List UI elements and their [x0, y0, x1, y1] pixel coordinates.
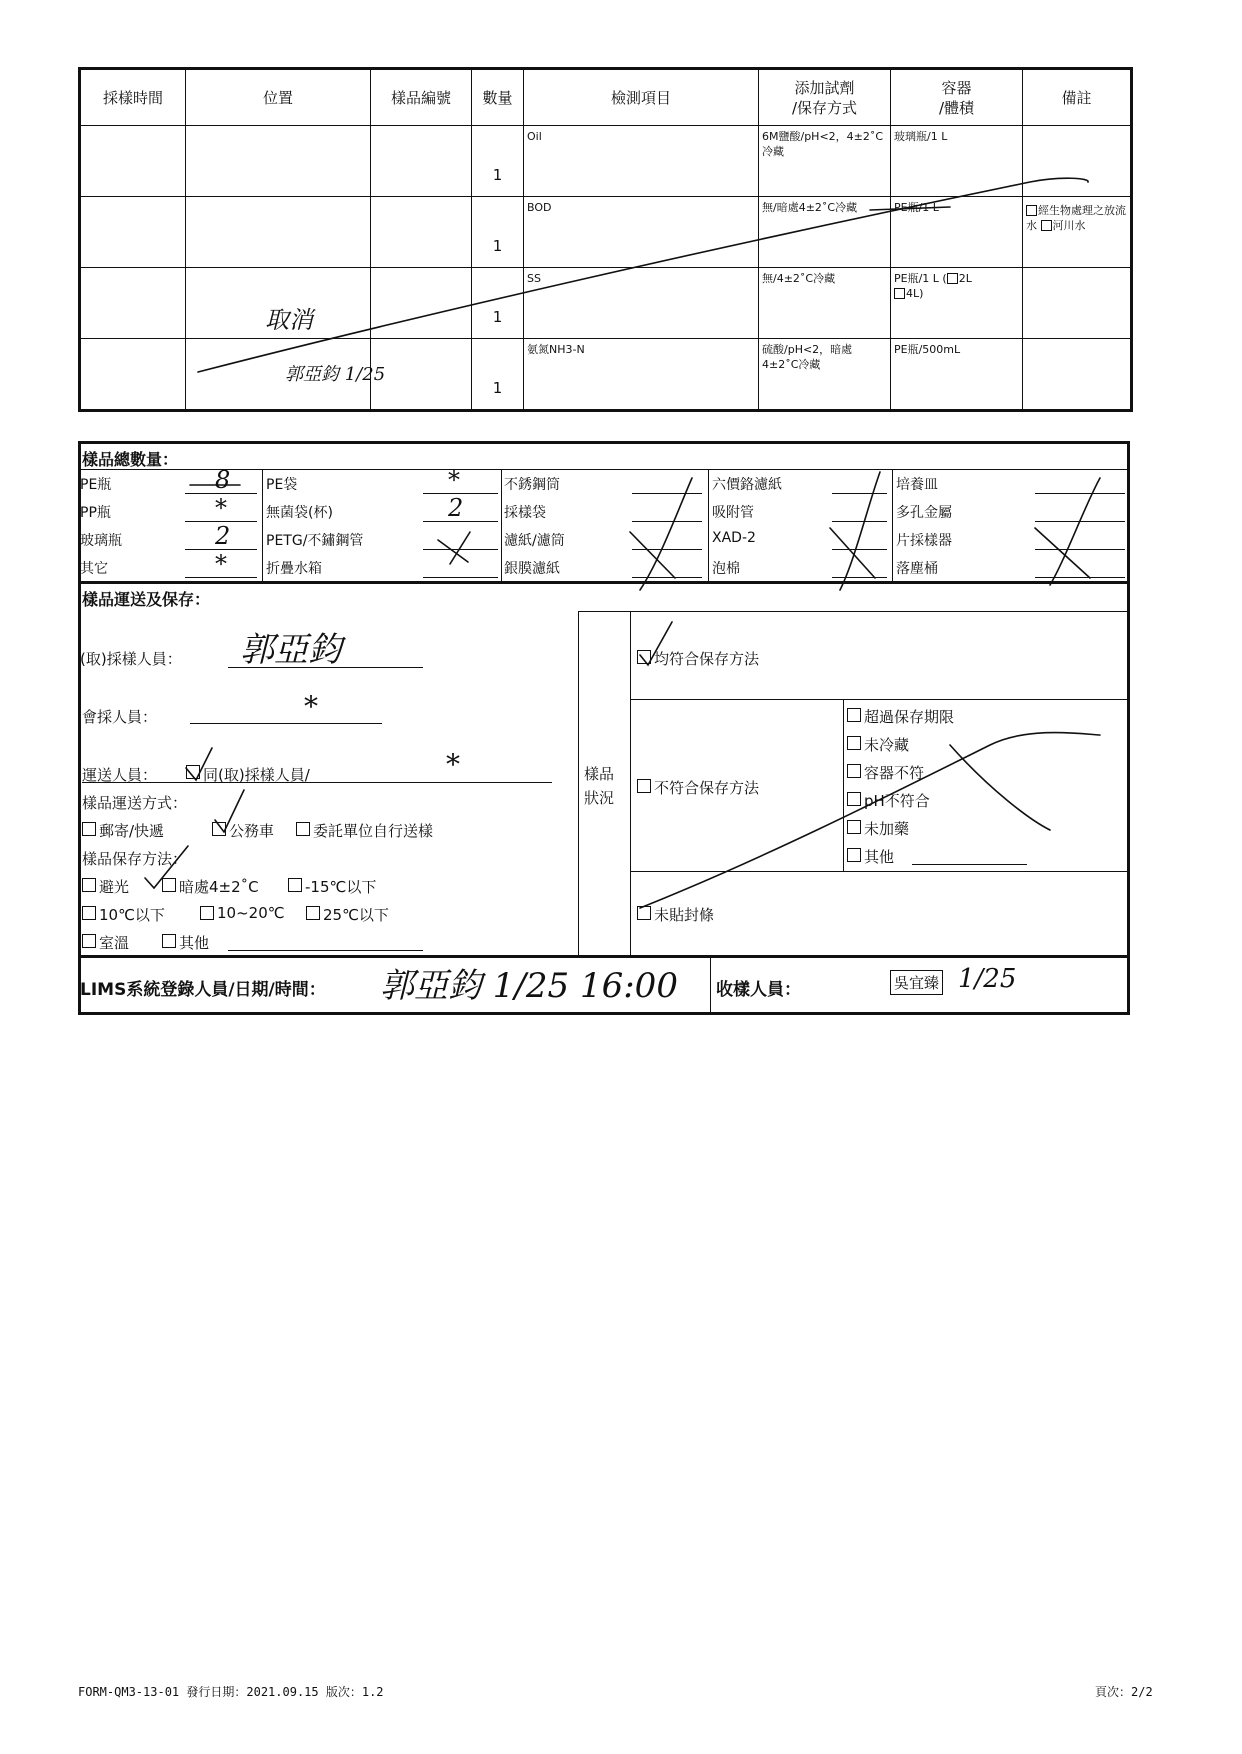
status-reason-label: pH不符合: [864, 792, 930, 810]
totals-item-label: 培養皿: [896, 477, 938, 493]
carrier-label: 運送人員：: [82, 766, 158, 784]
totals-item-label: 折疊水箱: [266, 561, 322, 577]
reagent-value: 無/4±2˚C冷藏: [762, 272, 836, 285]
test-item-value: BOD: [527, 201, 552, 214]
container-value: PE瓶/500mL: [894, 343, 961, 356]
handwritten-signature: 郭亞鈞 1/25: [285, 364, 386, 385]
totals-item-value[interactable]: 2: [215, 522, 231, 550]
receiver-stamp: 吳宜臻: [890, 970, 943, 995]
qty-value: 1: [492, 308, 503, 326]
storage-option-label: 10℃以下: [99, 906, 165, 924]
container-option-4l: 4L): [906, 287, 924, 300]
reagent-value: 無/暗處4±2˚C冷藏: [762, 201, 858, 214]
handwritten-cancel: 取消: [265, 306, 313, 334]
no-seal-label: 未貼封條: [654, 906, 715, 924]
totals-item-label: 採樣袋: [504, 505, 546, 521]
container-value: 玻璃瓶/1 L: [894, 130, 948, 143]
qty-value: 1: [492, 237, 503, 255]
status-reason-label: 未加藥: [864, 820, 910, 838]
transport-title: 樣品運送及保存：: [82, 590, 211, 609]
totals-item-label: 其它: [80, 561, 108, 577]
method-check: [215, 790, 244, 832]
storage-option-label: 10~20℃: [217, 904, 285, 922]
totals-item-value[interactable]: *: [215, 550, 227, 578]
header-sample-id: 樣品編號: [371, 69, 472, 126]
status-reason-label: 未冷藏: [864, 736, 910, 754]
reagent-value: 硫酸/pH<2，暗處4±2˚C冷藏: [762, 343, 853, 371]
storage-label: 樣品保存方法：: [82, 850, 188, 868]
totals-item-label: 六價鉻濾紙: [712, 477, 782, 493]
container-value: PE瓶/1 L (: [894, 272, 947, 285]
totals-item-label: PP瓶: [80, 505, 111, 521]
storage-option-label: 其他: [179, 934, 210, 952]
totals-cross-col5: [1035, 528, 1090, 578]
carrier-check: [186, 748, 212, 780]
lims-signature[interactable]: 郭亞鈞 1/25 16:00: [380, 966, 678, 1006]
totals-item-label: 無菌袋(杯): [266, 505, 333, 521]
cosampler-label: 會採人員：: [82, 708, 158, 726]
lims-label: LIMS系統登錄人員/日期/時間：: [80, 980, 326, 1000]
totals-slash-col3: [640, 478, 692, 590]
storage-option-label: 避光: [99, 878, 130, 896]
status-reason-label: 容器不符: [864, 764, 925, 782]
petg-slash: [450, 532, 470, 564]
storage-check: [145, 846, 188, 888]
form-footer: FORM-QM3-13-01 發行日期：2021.09.15 版次：1.2: [78, 1685, 384, 1699]
storage-option-label: 室溫: [99, 934, 130, 952]
status-reason-label: 其他: [864, 848, 895, 866]
transport-method-label: 郵寄/快遞: [99, 822, 165, 840]
receiver-label: 收樣人員：: [716, 980, 801, 1000]
totals-slash-col5: [1050, 478, 1100, 585]
qty-value: 1: [492, 166, 503, 184]
totals-item-value[interactable]: *: [215, 494, 227, 522]
totals-item-label: 片採樣器: [896, 533, 952, 549]
carrier-signature[interactable]: *: [446, 748, 460, 781]
note-option-river: 河川水: [1052, 219, 1086, 232]
cosampler-signature[interactable]: *: [304, 690, 318, 723]
totals-item-label: 玻璃瓶: [80, 533, 122, 549]
status-ok-check: [640, 622, 672, 665]
totals-item-label: 吸附管: [712, 505, 754, 521]
totals-item-label: PE袋: [266, 477, 298, 493]
header-reagent: 添加試劑 /保存方式: [759, 69, 891, 126]
sampler-signature[interactable]: 郭亞鈞: [240, 630, 342, 670]
status-reason-label: 超過保存期限: [864, 708, 955, 726]
totals-item-label: 多孔金屬: [896, 505, 952, 521]
note-option-effluent: 經生物處理之放流水: [1026, 204, 1126, 232]
totals-item-label: PE瓶: [80, 477, 112, 493]
status-label: 樣品 狀況: [584, 765, 615, 807]
totals-item-label: 泡棉: [712, 561, 740, 577]
container-option-2l: 2L: [958, 272, 972, 285]
storage-option-label: 暗處4±2˚C: [179, 878, 259, 896]
header-location: 位置: [186, 69, 371, 126]
header-note: 備註: [1023, 69, 1132, 126]
test-item-value: SS: [527, 272, 541, 285]
status-ok-label: 均符合保存方法: [654, 650, 760, 668]
header-container: 容器 /體積: [891, 69, 1023, 126]
cancel-strike-line: [198, 178, 1088, 372]
totals-item-value[interactable]: 2: [448, 494, 464, 522]
method-label: 樣品運送方式：: [82, 794, 188, 812]
transport-method-label: 公務車: [229, 822, 275, 840]
receiver-date: 1/25: [958, 964, 1017, 994]
totals-item-label: 落塵桶: [896, 561, 938, 577]
page-number: 頁次：2/2: [1095, 1685, 1153, 1699]
totals-cross-col3: [630, 532, 675, 578]
totals-title: 樣品總數量：: [82, 450, 179, 469]
totals-item-label: 不銹鋼筒: [504, 477, 560, 493]
totals-cross-col4: [830, 528, 875, 578]
status-strike: [640, 733, 1100, 909]
header-sampling-time: 採樣時間: [80, 69, 186, 126]
sampler-label: (取)採樣人員：: [80, 650, 182, 668]
storage-option-label: 25℃以下: [323, 906, 389, 924]
container-value: PE瓶/1 L: [894, 201, 939, 214]
test-item-value: 氨氮NH3-N: [527, 343, 585, 356]
qty-value: 1: [492, 379, 503, 397]
status-not-ok-label: 不符合保存方法: [654, 779, 760, 797]
carrier-same-label: 同(取)採樣人員/: [203, 766, 310, 784]
totals-slash-col4: [840, 472, 880, 590]
totals-item-value[interactable]: *: [448, 466, 460, 494]
totals-item-label: 濾紙/濾筒: [504, 533, 565, 549]
totals-item-label: 銀膜濾紙: [504, 561, 560, 577]
transport-method-label: 委託單位自行送樣: [313, 822, 434, 840]
storage-option-label: -15℃以下: [305, 878, 377, 896]
totals-item-label: XAD-2: [712, 530, 756, 546]
totals-item-label: PETG/不鏽鋼管: [266, 533, 364, 549]
totals-item-value[interactable]: 8: [215, 466, 231, 494]
reagent-value: 6M鹽酸/pH<2，4±2˚C冷藏: [762, 130, 884, 158]
header-quantity: 數量: [472, 69, 524, 126]
test-item-value: Oil: [527, 130, 542, 143]
header-test-item: 檢測項目: [524, 69, 759, 126]
